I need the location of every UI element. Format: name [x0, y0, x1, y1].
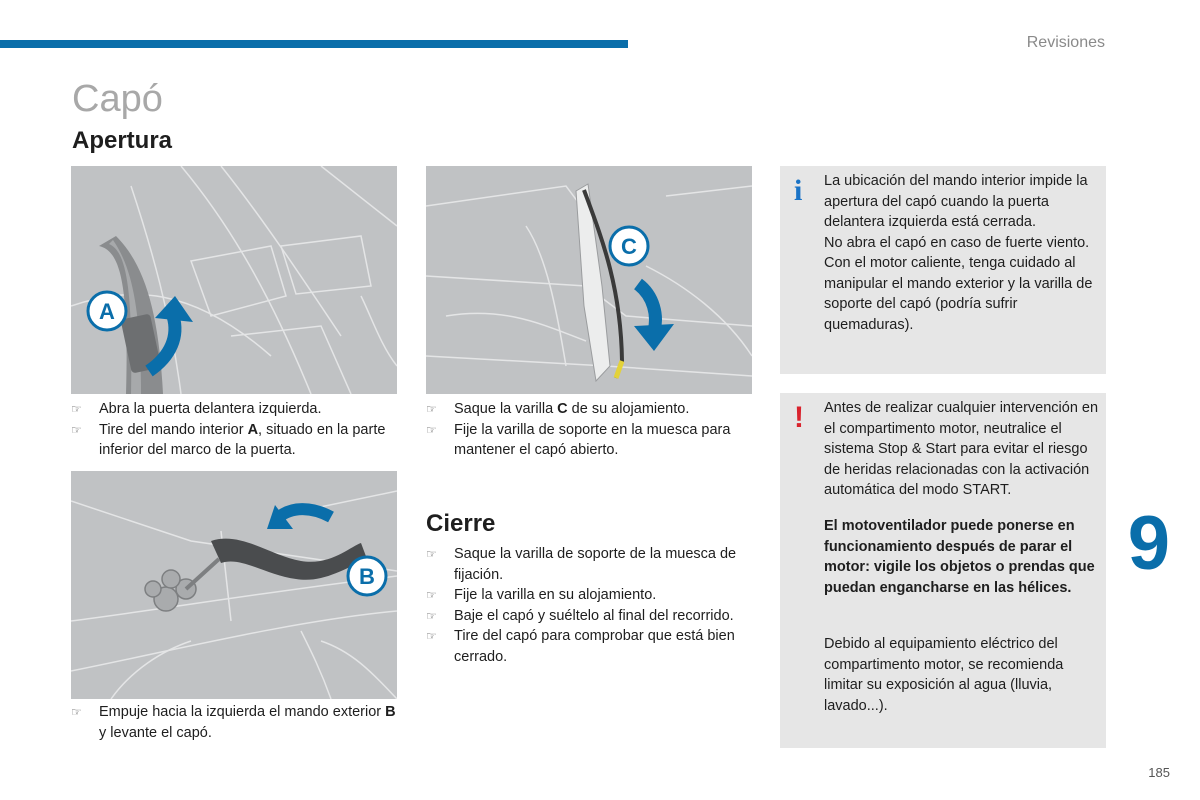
bullet-icon: ☞	[71, 422, 82, 437]
label-a: A	[99, 299, 115, 324]
heading-apertura: Apertura	[72, 127, 173, 154]
info-icon: i	[794, 174, 803, 207]
list-item: ☞ Empuje hacia la izquierda el mando exterior B y levante el capó.	[71, 704, 396, 741]
warning-text-1: Antes de realizar cualquier intervención en el compartimento motor, neutralice el sistema Stop & Start para evitar el riesgo de heridas relacionadas con la activación automática del modo START.	[824, 400, 1099, 498]
page-title: Capó	[72, 78, 163, 120]
steps-exterior-lever	[71, 702, 397, 743]
list-item: ☞ Saque la varilla C de su alojamiento.	[426, 399, 756, 420]
warning-text-2: El motoventilador puede ponerse en funcionamiento después de parar el motor: vigile los objetos o prendas que puedan engancharse en las hélices.	[824, 518, 1095, 596]
label-c: C	[621, 234, 637, 259]
list-item: ☞ Saque la varilla de soporte de la muesca de fijación.	[426, 546, 737, 583]
list-item: ☞ Tire del capó para comprobar que está bien cerrado.	[426, 628, 735, 665]
section-name: Revisiones	[1026, 34, 1105, 51]
steps-support-rod	[426, 399, 756, 461]
bullet-icon: ☞	[426, 608, 437, 623]
label-b: B	[359, 564, 375, 589]
list-item: ☞ Fije la varilla en su alojamiento.	[426, 585, 746, 606]
heading-cierre: Cierre	[426, 510, 496, 537]
bullet-icon: ☞	[426, 629, 437, 643]
figure-interior-lever	[71, 166, 397, 394]
info-box	[780, 166, 1106, 374]
steps-interior-lever	[71, 399, 397, 461]
info-text: La ubicación del mando interior impide la apertura del capó cuando la puerta delantera izquierda está cerrada. No abra el capó en caso de fuerte viento. Con el motor caliente, tenga cuidado al manipular el mando exterior y la varilla de soporte del capó (podría sufrir quemaduras).	[824, 173, 1093, 333]
warning-text-3: Debido al equipamiento eléctrico del compartimento motor, se recomienda limitar su exposición al agua (lluvia, lavado...).	[824, 636, 1064, 714]
header-accent-bar	[0, 40, 628, 48]
list-item: ☞ Baje el capó y suéltelo al final del recorrido.	[426, 606, 746, 627]
figure-exterior-lever	[71, 471, 397, 699]
steps-cierre	[426, 544, 746, 667]
list-item: ☞ Abra la puerta delantera izquierda.	[71, 399, 397, 420]
figure-support-rod	[426, 166, 752, 394]
chapter-number: 9	[1127, 501, 1170, 586]
bullet-icon: ☞	[426, 588, 437, 602]
bullet-icon: ☞	[71, 402, 82, 416]
page-number: 185	[1148, 765, 1170, 780]
bullet-icon: ☞	[426, 402, 437, 416]
bullet-icon: ☞	[71, 705, 82, 719]
bullet-icon: ☞	[426, 422, 437, 437]
warning-box	[780, 393, 1106, 748]
list-item: ☞ Tire del mando interior A, situado en la parte inferior del marco de la puerta.	[71, 421, 386, 458]
bullet-icon: ☞	[426, 547, 437, 561]
list-item: ☞ Fije la varilla de soporte en la muesca para mantener el capó abierto.	[426, 421, 731, 458]
warning-icon: !	[794, 401, 804, 434]
